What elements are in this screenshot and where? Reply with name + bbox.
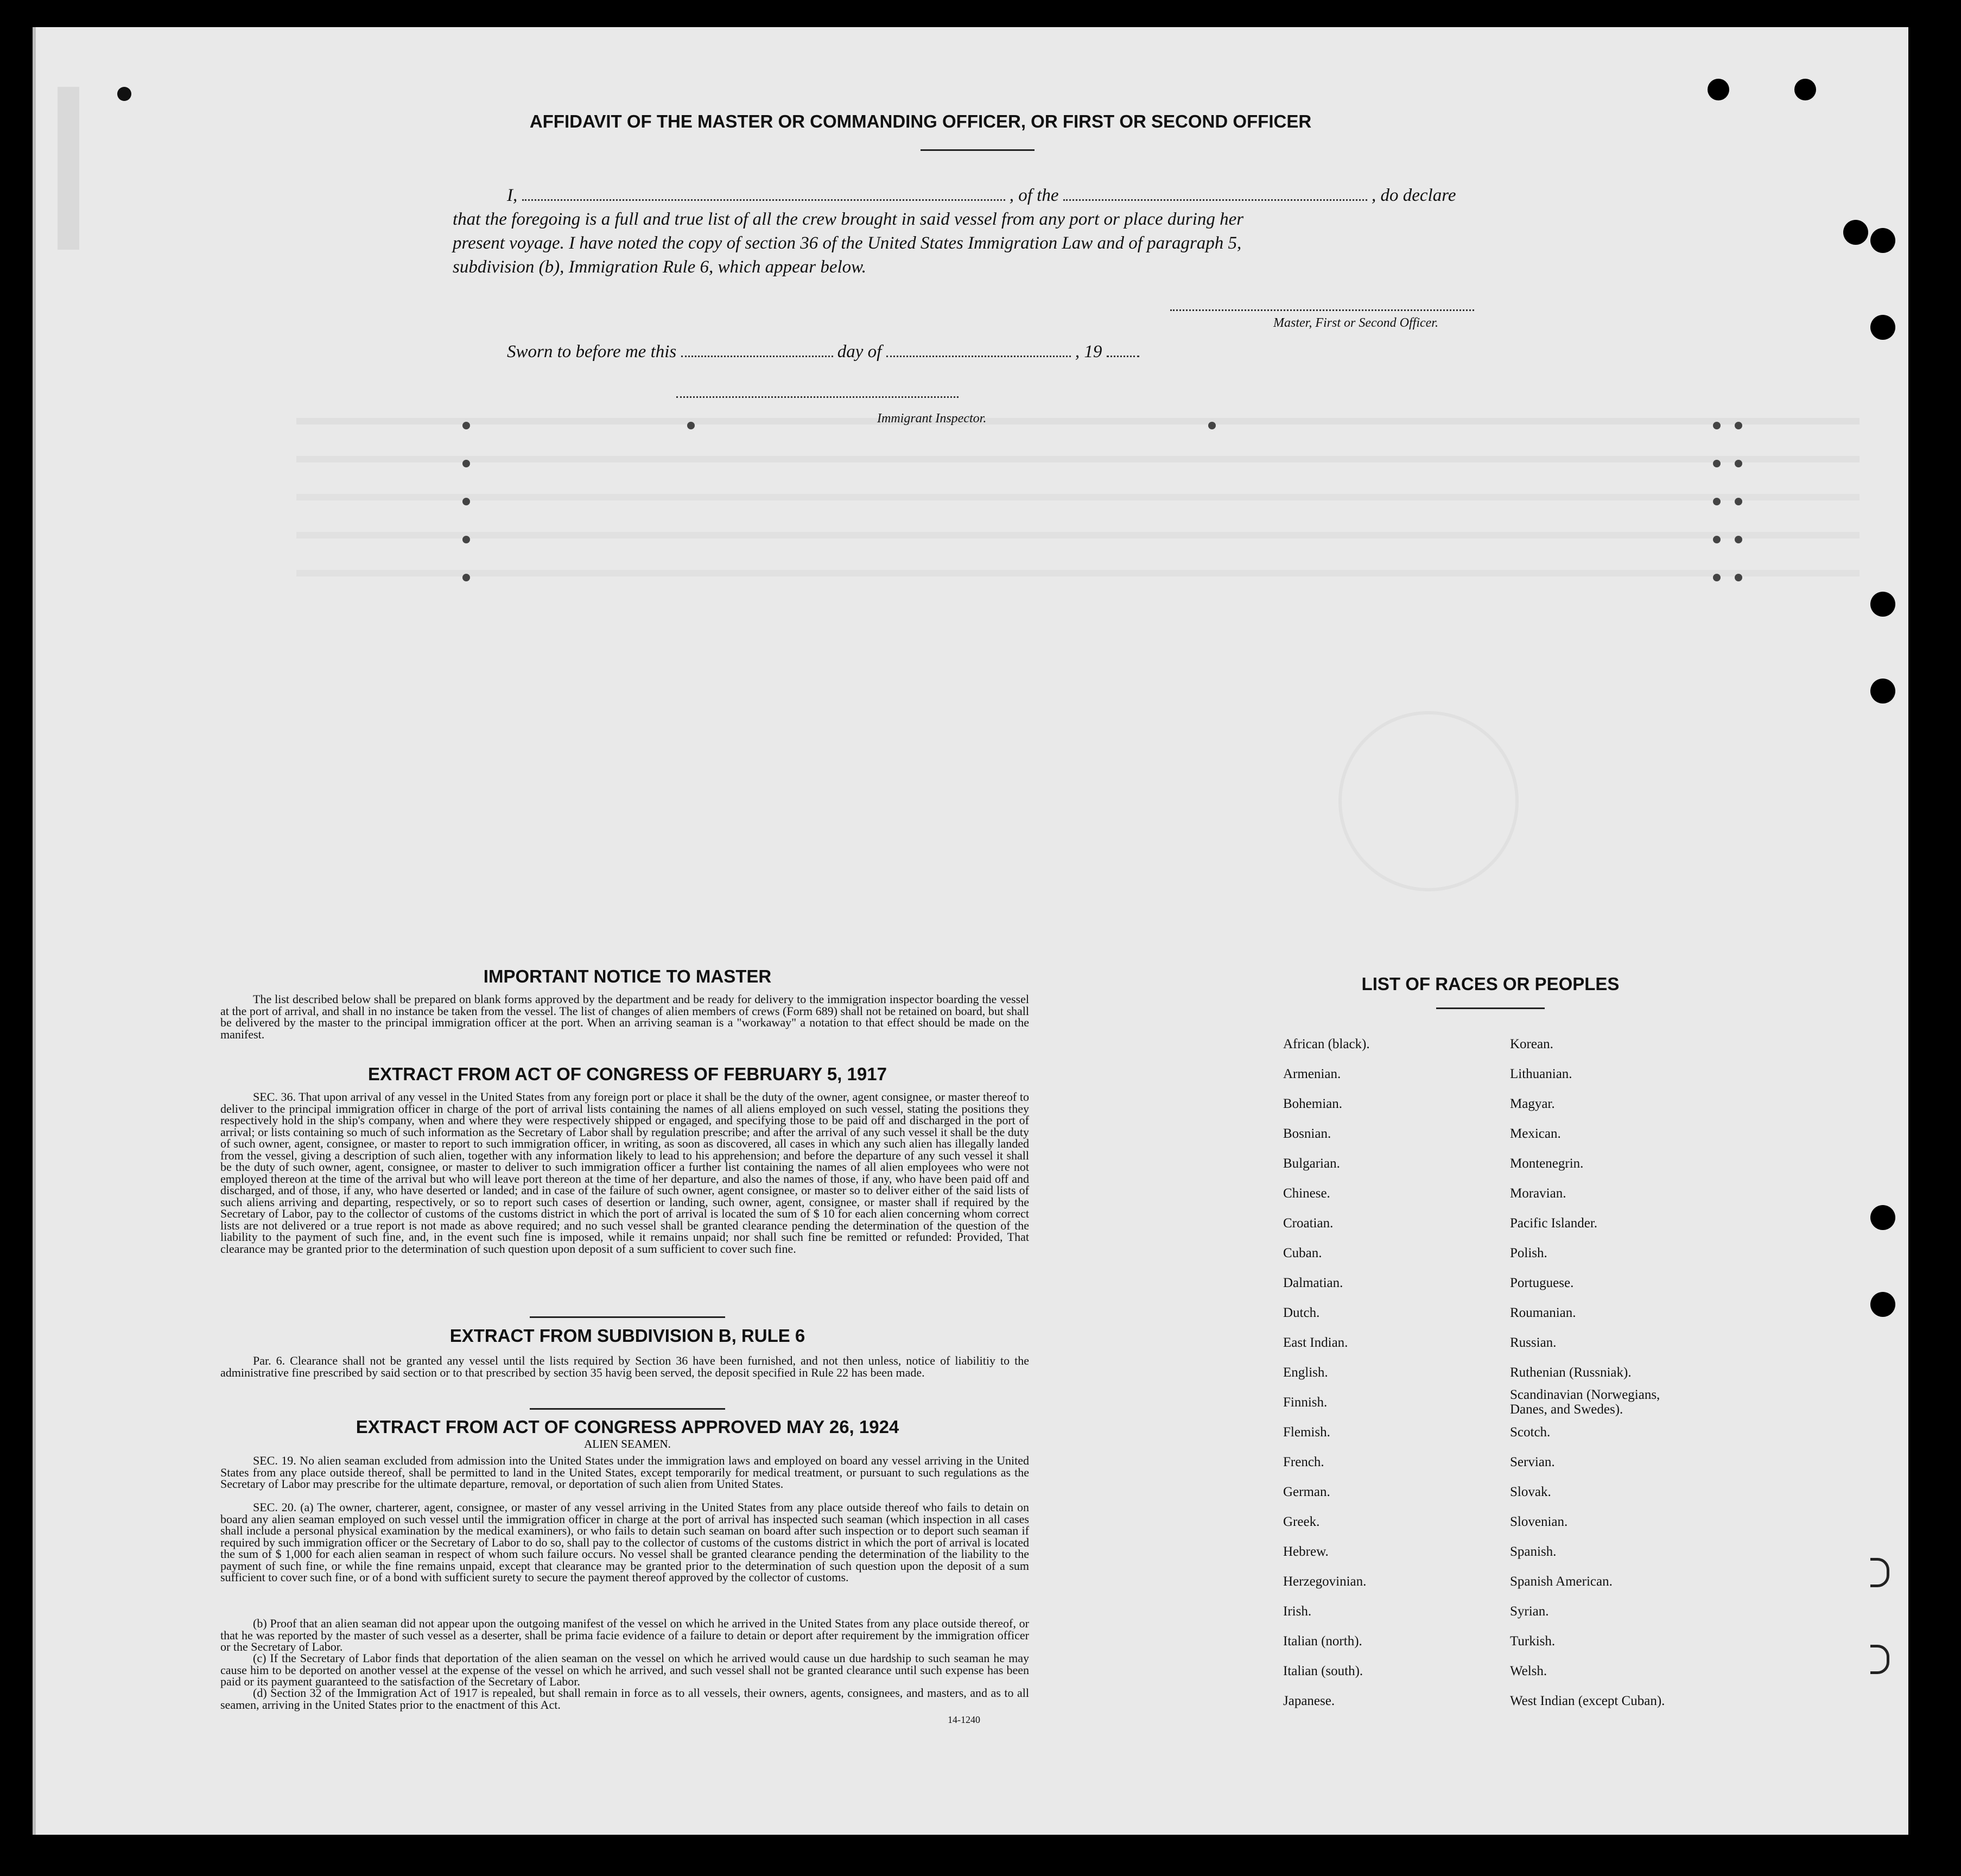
- race-item: Roumanian.: [1510, 1305, 1576, 1320]
- punch-hole: [1870, 1292, 1895, 1317]
- sec-20d-text: (d) Section 32 of the Immigration Act of 1917 is repealed, but shall remain in force as to all vessels, their owners, agents, consignees, and masters, and as to all seamen, arriving in the United States prior to the enactment of this Act.: [220, 1686, 1029, 1712]
- race-item: Moravian.: [1510, 1186, 1566, 1201]
- sec-20b-text: (b) Proof that an alien seaman did not appear upon the outgoing manifest of the vessel on which he arrived in the United States from any place outside thereof, or that he was reported by the master of such vessel as a deserter, shall be prima facie evidence of a failure to detain or deport after requirement by the immigration officer or the Secretary of Labor.: [220, 1617, 1029, 1653]
- sec-20a-text: SEC. 20. (a) The owner, charterer, agent, consignee, or master of any vessel arriving in the United States from any place outside thereof who fails to detain on board any alien seaman employed on such vessel until the immigration officer in charge at the port of arrival has inspected such seaman (which inspection in all cases shall include a personal physical examination by the medical examiners), or who fails to detain such seaman on board after such inspection or to deport such seaman if required by such immigration officer or the Secretary of Labor to do so, shall pay to the collector of customs of the customs district in which the port of arrival is located the sum of $ 1,000 for each alien seaman in respect of whom such failure occurs. No vessel shall be granted clearance pending the determination of the liability to the payment of such fine, or while the fine remains unpaid, except that clearance may be granted prior to the determination of such question upon the deposit of a sum sufficient to cover such fine, or of a bond with sufficient surety to secure the payment thereof approved by the collector of customs.: [220, 1500, 1029, 1584]
- race-item: Syrian.: [1510, 1604, 1549, 1619]
- race-item: Herzegovinian.: [1283, 1574, 1367, 1589]
- race-item: Lithuanian.: [1510, 1067, 1572, 1081]
- row-mark: [1735, 536, 1742, 543]
- affidavit-line-2: that the foregoing is a full and true list of all the crew brought in said vessel from any port or place during her: [453, 210, 1244, 229]
- punch-hole: [1870, 315, 1895, 340]
- row-mark: [1735, 460, 1742, 467]
- race-item: West Indian (except Cuban).: [1510, 1694, 1665, 1708]
- race-item: Japanese.: [1283, 1694, 1335, 1708]
- race-item: Greek.: [1283, 1514, 1320, 1529]
- bleed-through-row: [296, 418, 1860, 424]
- race-item: Irish.: [1283, 1604, 1312, 1619]
- ink-mark: [117, 87, 131, 101]
- race-item: English.: [1283, 1365, 1328, 1380]
- race-item: Croatian.: [1283, 1216, 1334, 1231]
- race-item: Hebrew.: [1283, 1544, 1329, 1559]
- bleed-through-row: [296, 456, 1860, 462]
- race-item: Slovenian.: [1510, 1514, 1568, 1529]
- row-mark: [1735, 422, 1742, 429]
- extract-rule6-text: Par. 6. Clearance shall not be granted any vessel until the lists required by Section 36 have been furnished, and not then unless, notice of liabilitiy to the administrative fine prescribed by said section or to that prescribed by section 35 havig been served, the deposit specified in Rule 22 has been made.: [220, 1354, 1029, 1379]
- race-item: Mexican.: [1510, 1126, 1561, 1141]
- punch-hole: [1870, 228, 1895, 253]
- torn-hole: [1870, 1558, 1889, 1587]
- row-mark: [687, 422, 695, 429]
- sworn-line: [507, 342, 1321, 362]
- form-number: 14-1240: [948, 1714, 980, 1725]
- punch-hole: [1794, 79, 1816, 100]
- divider: [1436, 1007, 1545, 1009]
- bleed-through-row: [296, 570, 1860, 576]
- extract-1924-title: EXTRACT FROM ACT OF CONGRESS APPROVED MAY 26, 1924: [356, 1417, 899, 1437]
- race-item: Spanish American.: [1510, 1574, 1613, 1589]
- sworn-day-blank[interactable]: [681, 356, 833, 357]
- row-mark: [1713, 574, 1721, 581]
- bleed-through-row: [296, 494, 1860, 500]
- race-item: Bosnian.: [1283, 1126, 1331, 1141]
- race-item: Italian (north).: [1283, 1634, 1362, 1649]
- sec-19-text: SEC. 19. No alien seaman excluded from admission into the United States under the immigration laws and employed on board any vessel arriving in the United States from any place outside thereof, shall be permitted to land in the United States, except temporarily for medical treatment, or pursuant to such regulations as the Secretary of Labor may prescribe for the ultimate departure, removal, or deportation of such alien from United States.: [220, 1454, 1029, 1491]
- sworn-year: , 19: [1075, 342, 1102, 362]
- race-item: Dalmatian.: [1283, 1276, 1343, 1290]
- affidavit-line-3: present voyage. I have noted the copy of section 36 of the United States Immigration Law and of paragraph 5,: [453, 233, 1242, 253]
- row-mark: [462, 536, 470, 543]
- race-item: Scandinavian (Norwegians, Danes, and Swedes).: [1510, 1387, 1660, 1417]
- race-item: Montenegrin.: [1510, 1156, 1584, 1171]
- sworn-month-blank[interactable]: [886, 356, 1071, 357]
- bleed-through-row: [296, 532, 1860, 538]
- extract-1917-title: EXTRACT FROM ACT OF CONGRESS OF FEBRUARY 5, 1917: [368, 1064, 887, 1084]
- race-item: Servian.: [1510, 1455, 1555, 1469]
- row-mark: [1713, 498, 1721, 505]
- punch-hole: [1708, 79, 1729, 100]
- sworn-text: Sworn to before me this: [507, 342, 677, 362]
- row-mark: [462, 460, 470, 467]
- race-item: Cuban.: [1283, 1246, 1322, 1260]
- race-item: German.: [1283, 1485, 1330, 1499]
- race-item: African (black).: [1283, 1037, 1370, 1051]
- row-mark: [1735, 498, 1742, 505]
- race-item: Spanish.: [1510, 1544, 1557, 1559]
- race-item: Magyar.: [1510, 1097, 1555, 1111]
- extract-1924-subtitle: ALIEN SEAMEN.: [584, 1437, 671, 1450]
- race-item: Korean.: [1510, 1037, 1553, 1051]
- inspector-line[interactable]: [676, 396, 959, 398]
- sworn-day-of: day of: [837, 342, 882, 362]
- race-item: French.: [1283, 1455, 1324, 1469]
- affidavit-line-1: [507, 186, 1538, 206]
- race-item: Italian (south).: [1283, 1664, 1363, 1678]
- race-item: Ruthenian (Russniak).: [1510, 1365, 1632, 1380]
- race-item: Portuguese.: [1510, 1276, 1574, 1290]
- sworn-year-blank[interactable]: [1107, 356, 1139, 357]
- signature-line[interactable]: [1170, 309, 1474, 311]
- affidavit-of-the: , of the: [1009, 186, 1059, 205]
- race-item: Pacific Islander.: [1510, 1216, 1598, 1231]
- race-item: Flemish.: [1283, 1425, 1330, 1440]
- divider: [921, 149, 1035, 151]
- affidavit-declare: , do declare: [1371, 186, 1456, 205]
- extract-1917-text: SEC. 36. That upon arrival of any vessel in the United States from any foreign port or place it shall be the duty of the owner, agent consignee, or master thereof to deliver to the principal immigration officer in charge of the port of arrival lists containing the names of all aliens employed on such vessel, stating the positions they respectively hold in the ship's company, when and where they were respectively shipped or engaged, and specifying those to be paid off and discharged in the port of arrival; or lists containing so much of such information as the Secretary of Labor shall by regulation prescribe; and after the arrival of any such vessel it shall be the duty of such owner, agent, consignee, or master to report to such immigration officer, in writing, as soon as discovered, all cases in which any such alien has illegally landed from the vessel, giving a description of such alien, together with any information likely to lead to his apprehension; and before the departure of any such vessel it shall be the duty of such owner, agent, consignee, or master to deliver to such immigration officer a further list containing the names of all alien employees who were not employed thereon at the time of the arrival but who will leave port thereon at the time of her departure, and also the names of those, if any, who have been paid off and discharged, and of those, if any, who have deserted or landed; and in case of the failure of such owner, agent consignee, or master so to deliver either of the said lists of such aliens arriving and departing, respectively, or so to report such cases of desertion or landing, such owner, agent, consignee, or master shall if required by the Secretary of Labor, pay to the collector of customs of the customs district in which the port of arrival is located the sum of $ 10 for each alien concerning whom correct lists are not delivered or a true report is not made as above required; and no such vessel shall be granted clearance pending the determination of the question of the liability to the payment of such fine, and, in the event such fine is imposed, while it remains unpaid; nor shall such fine be remitted or refunded: Provided, That clearance may be granted prior to the determination of such question upon deposit of a sum sufficient to cover such fine.: [220, 1090, 1029, 1256]
- row-mark: [1713, 536, 1721, 543]
- punch-hole: [1870, 592, 1895, 617]
- row-mark: [462, 422, 470, 429]
- margin-stamp: [58, 87, 79, 250]
- race-item: East Indian.: [1283, 1335, 1348, 1350]
- row-mark: [462, 498, 470, 505]
- notice-text: The list described below shall be prepared on blank forms approved by the department and be ready for delivery to the immigration inspector boarding the vessel at the port of arrival, and shall in no instance be taken from the vessel. The list of changes of alien members of crews (Form 689) shall not be retained on board, but shall be delivered by the master to the principal immigration officer at the port. When an arriving seaman is a "workaway" a notation to that effect should be made on the manifest.: [220, 992, 1029, 1041]
- sec-20c-text: (c) If the Secretary of Labor finds that deportation of the alien seaman on the vessel on which he arrived would cause un due hardship to such seaman he may cause him to be deported on another vessel at the expense of the vessel on which he arrived, and such vessel shall not be granted clearance until such expense has been paid or its payment guaranteed to the satisfaction of the Secretary of Labor.: [220, 1651, 1029, 1688]
- name-blank[interactable]: [522, 199, 1005, 201]
- row-mark: [1713, 460, 1721, 467]
- row-mark: [462, 574, 470, 581]
- race-item: Scotch.: [1510, 1425, 1551, 1440]
- race-item: Armenian.: [1283, 1067, 1341, 1081]
- race-item: Chinese.: [1283, 1186, 1330, 1201]
- document-sheet: [33, 27, 1908, 1835]
- embossed-seal: [1338, 711, 1519, 891]
- race-item: Turkish.: [1510, 1634, 1556, 1649]
- punch-hole: [1870, 1205, 1895, 1230]
- punch-hole: [1870, 679, 1895, 704]
- row-mark: [1208, 422, 1216, 429]
- row-mark: [1735, 574, 1742, 581]
- torn-hole: [1870, 1645, 1889, 1674]
- notice-title: IMPORTANT NOTICE TO MASTER: [483, 966, 772, 986]
- race-item: Finnish.: [1283, 1395, 1328, 1410]
- row-mark: [1713, 422, 1721, 429]
- extract-rule6-title: EXTRACT FROM SUBDIVISION B, RULE 6: [449, 1326, 805, 1346]
- race-item: Slovak.: [1510, 1485, 1551, 1499]
- race-item: Welsh.: [1510, 1664, 1547, 1678]
- race-item: Russian.: [1510, 1335, 1557, 1350]
- affidavit-line-4: subdivision (b), Immigration Rule 6, which appear below.: [453, 257, 866, 277]
- inspector-label: Immigrant Inspector.: [877, 411, 987, 426]
- race-item: Bohemian.: [1283, 1097, 1343, 1111]
- race-item: Bulgarian.: [1283, 1156, 1340, 1171]
- divider: [530, 1408, 725, 1410]
- punch-hole: [1843, 220, 1868, 245]
- divider: [530, 1316, 725, 1318]
- affidavit-i: I,: [507, 186, 518, 205]
- vessel-blank[interactable]: [1063, 199, 1367, 201]
- race-item: Dutch.: [1283, 1305, 1320, 1320]
- races-title: LIST OF RACES OR PEOPLES: [1361, 974, 1620, 994]
- signature-label: Master, First or Second Officer.: [1273, 316, 1438, 330]
- affidavit-title: AFFIDAVIT OF THE MASTER OR COMMANDING OFFICER, OR FIRST OR SECOND OFFICER: [529, 111, 1312, 131]
- race-item: Polish.: [1510, 1246, 1547, 1260]
